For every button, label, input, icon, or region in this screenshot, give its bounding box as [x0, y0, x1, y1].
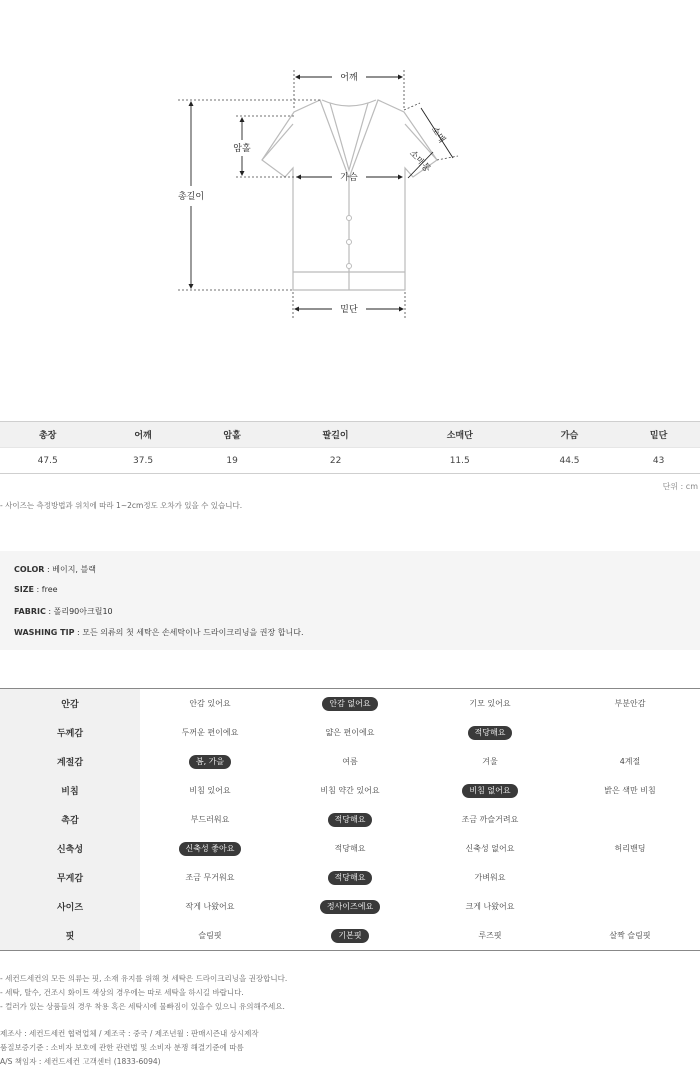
feature-option: 기모 있어요	[469, 698, 511, 708]
feature-option-cell	[280, 834, 420, 863]
feature-option: 살짝 슬림핏	[609, 930, 651, 940]
size-header: 소매단	[398, 422, 522, 448]
feature-option-selected: 봄, 가을	[189, 755, 231, 769]
feature-name: 신축성	[0, 834, 140, 863]
feature-option: 안감 있어요	[189, 698, 231, 708]
feature-option: 크게 나왔어요	[465, 901, 515, 911]
feature-option-cell	[560, 805, 700, 834]
size-value: 47.5	[0, 448, 95, 474]
feature-option: 4계절	[619, 756, 641, 766]
feature-option-cell	[140, 718, 280, 747]
feature-option-cell	[140, 921, 280, 950]
feature-name: 계절감	[0, 747, 140, 776]
size-value: 43	[617, 448, 700, 474]
label-sleeve: 소매	[428, 124, 447, 145]
feature-option-selected: 적당해요	[468, 726, 513, 740]
feature-row	[0, 892, 700, 921]
feature-option-selected: 안감 없어요	[322, 697, 377, 711]
label-sleeve-opening: 소매통	[406, 148, 433, 175]
size-header: 암홀	[191, 422, 274, 448]
feature-option: 조금 무거워요	[185, 872, 235, 882]
feature-option: 비침 있어요	[189, 785, 231, 795]
feature-option-cell	[420, 718, 560, 747]
size-header: 어깨	[95, 422, 190, 448]
company-info: A/S 책임자 : 세컨드세컨 고객센터 (1833-6094)	[0, 1057, 161, 1066]
size-header: 총장	[0, 422, 95, 448]
feature-option-cell	[560, 863, 700, 892]
feature-row	[0, 921, 700, 950]
feature-option-cell	[140, 689, 280, 718]
feature-option-cell	[420, 834, 560, 863]
feature-option: 조금 까슬거려요	[461, 814, 519, 824]
feature-option-cell	[280, 921, 420, 950]
feature-option-cell	[560, 892, 700, 921]
feature-option: 비침 약간 있어요	[320, 785, 380, 795]
feature-option: 가벼워요	[474, 872, 506, 882]
feature-option-cell	[140, 805, 280, 834]
feature-name: 두께감	[0, 718, 140, 747]
size-value: 22	[274, 448, 398, 474]
feature-option-selected: 적당해요	[328, 871, 373, 885]
feature-option-cell	[280, 747, 420, 776]
company-info: 품질보증기준 : 소비자 보호에 관한 관련법 및 소비자 분쟁 해결기준에 따름	[0, 1043, 244, 1052]
feature-option-cell	[420, 892, 560, 921]
feature-option-cell	[420, 921, 560, 950]
feature-option-cell	[560, 747, 700, 776]
feature-option-cell	[280, 892, 420, 921]
feature-option: 밝은 색만 비침	[604, 785, 656, 795]
feature-option: 겨울	[482, 756, 498, 766]
product-info-box	[0, 551, 700, 650]
feature-option-cell	[140, 747, 280, 776]
feature-name: 사이즈	[0, 892, 140, 921]
feature-option: 허리밴딩	[614, 843, 646, 853]
feature-table	[0, 688, 700, 951]
feature-option: 신축성 없어요	[465, 843, 515, 853]
size-table-header	[0, 422, 700, 448]
feature-option-cell	[140, 863, 280, 892]
feature-option-cell	[420, 747, 560, 776]
feature-option-cell	[280, 805, 420, 834]
feature-option-cell	[420, 805, 560, 834]
size-value: 37.5	[95, 448, 190, 474]
feature-option-cell	[560, 921, 700, 950]
feature-option-cell	[140, 834, 280, 863]
feature-option-cell	[560, 718, 700, 747]
size-header: 팔길이	[274, 422, 398, 448]
feature-option-cell	[140, 776, 280, 805]
feature-option: 여름	[342, 756, 358, 766]
info-washing: WASHING TIP : 모든 의류의 첫 세탁은 손세탁이나 드라이크리닝을 권장 합니다.	[14, 628, 304, 637]
arrow-heads	[189, 75, 405, 312]
feature-option: 작게 나왔어요	[185, 901, 235, 911]
feature-option: 적당해요	[334, 843, 366, 853]
feature-option-cell	[280, 689, 420, 718]
feature-option-selected: 신축성 좋아요	[179, 842, 242, 856]
feature-option: 부분안감	[614, 698, 646, 708]
care-note: - 세컨드세컨의 모든 의류는 핏, 소재 유지를 위해 첫 세탁은 드라이크리닝을 권장합니다.	[0, 974, 288, 983]
feature-option: 슬림핏	[198, 930, 222, 940]
feature-option-selected: 기본핏	[331, 929, 368, 943]
label-total-length: 총길이	[177, 192, 205, 202]
measurement-lines	[191, 77, 453, 309]
feature-option: 두꺼운 편이에요	[181, 727, 239, 737]
feature-option: 부드러워요	[190, 814, 230, 824]
size-table-values	[0, 448, 700, 474]
feature-option: 루즈핏	[478, 930, 502, 940]
feature-row	[0, 776, 700, 805]
feature-option-selected: 비침 없어요	[462, 784, 517, 798]
garment-measurement-diagram	[0, 0, 700, 400]
label-shoulder: 어깨	[340, 73, 358, 83]
feature-name: 무게감	[0, 863, 140, 892]
size-value: 19	[191, 448, 274, 474]
label-armhole: 암홀	[233, 144, 251, 154]
feature-option-selected: 정사이즈에요	[320, 900, 380, 914]
feature-option-cell	[420, 689, 560, 718]
size-value: 11.5	[398, 448, 522, 474]
feature-option-cell	[560, 689, 700, 718]
care-note: - 세탁, 탈수, 건조시 화이트 색상의 경우에는 따로 세탁을 하시길 바랍니다.	[0, 988, 244, 997]
unit-label: 단위 : cm	[662, 482, 698, 491]
feature-option-cell	[420, 776, 560, 805]
feature-name: 촉감	[0, 805, 140, 834]
feature-name: 안감	[0, 689, 140, 718]
info-fabric: FABRIC : 폴리90아크릴10	[14, 607, 113, 616]
info-color: COLOR : 베이지, 블랙	[14, 565, 96, 574]
feature-option-cell	[280, 776, 420, 805]
feature-option: 얇은 편이에요	[325, 727, 375, 737]
feature-option-cell	[560, 776, 700, 805]
feature-option-cell	[280, 718, 420, 747]
label-chest: 가슴	[340, 173, 358, 183]
feature-row	[0, 689, 700, 718]
company-info: 제조사 : 세컨드세컨 협력업체 / 제조국 : 중국 / 제조년월 : 판매시즌내 상시제작	[0, 1029, 259, 1038]
feature-row	[0, 718, 700, 747]
care-note: - 컬러가 있는 상품들의 경우 착용 혹은 세탁시에 물빠짐이 있을수 있으니 유의해주세요.	[0, 1002, 285, 1011]
size-header: 밑단	[617, 422, 700, 448]
guide-lines	[178, 70, 458, 320]
size-header: 가슴	[522, 422, 617, 448]
feature-option-cell	[280, 863, 420, 892]
info-size: SIZE : free	[14, 585, 58, 594]
size-note: - 사이즈는 측정방법과 위치에 따라 1~2cm정도 오차가 있을 수 있습니다.	[0, 501, 243, 510]
feature-row	[0, 863, 700, 892]
feature-name: 비침	[0, 776, 140, 805]
feature-name: 핏	[0, 921, 140, 950]
feature-row	[0, 747, 700, 776]
feature-option-cell	[420, 863, 560, 892]
feature-row	[0, 834, 700, 863]
cardigan-outline	[262, 100, 437, 290]
size-table	[0, 421, 700, 474]
feature-option-cell	[560, 834, 700, 863]
feature-option-selected: 적당해요	[328, 813, 373, 827]
feature-option-cell	[140, 892, 280, 921]
label-hem: 밑단	[340, 305, 358, 315]
feature-row	[0, 805, 700, 834]
size-value: 44.5	[522, 448, 617, 474]
